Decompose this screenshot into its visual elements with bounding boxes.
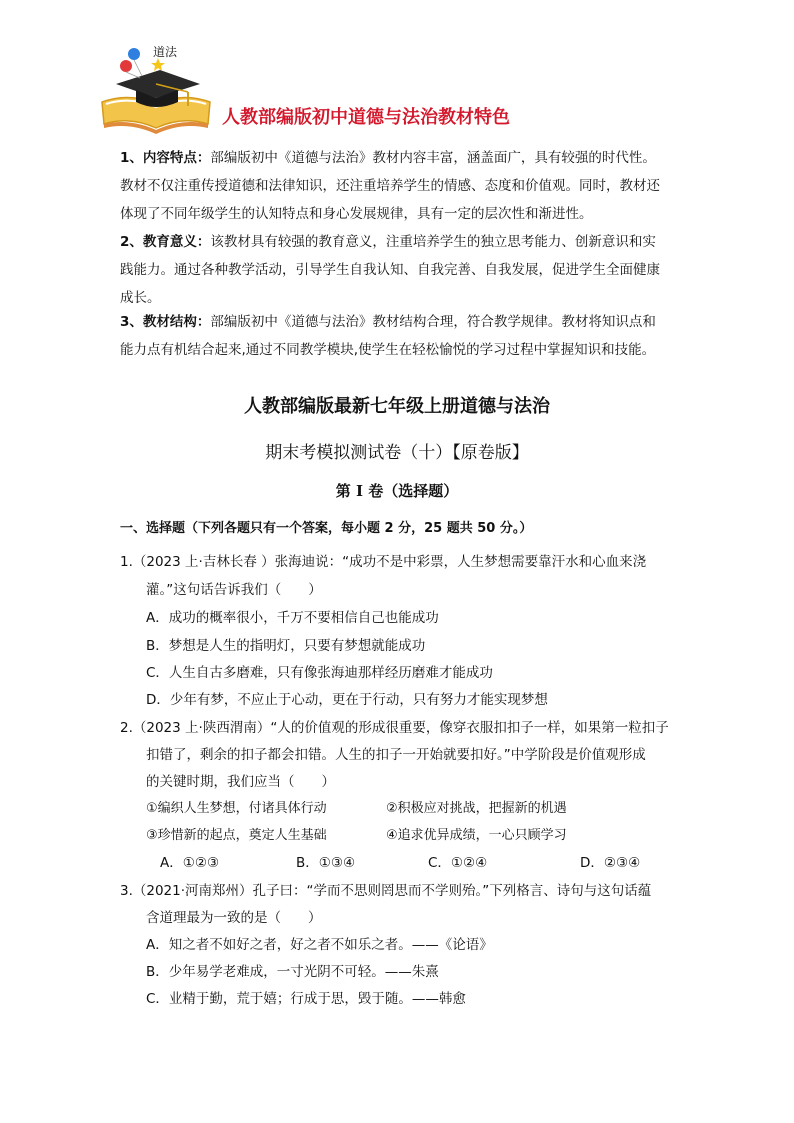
question-2-statement: ③珍惜新的起点，奠定人生基础 — [146, 828, 327, 843]
question-3-line: 含道理最为一致的是（ ） — [146, 910, 322, 926]
feature-text: 体现了不同年级学生的认知特点和身心发展规律，具有一定的层次性和渐进性。 — [120, 206, 593, 222]
feature-label: 2、教育意义： — [120, 234, 211, 250]
feature-text: 教材不仅注重传授道德和法律知识，还注重培养学生的情感、态度和价值观。同时，教材还 — [120, 178, 660, 194]
feature-education — [120, 228, 680, 312]
question-2-line: 的关键时期，我们应当（ ） — [146, 774, 335, 790]
feature-text: 成长。 — [120, 290, 161, 306]
question-2-statement: ④追求优异成绩，一心只顾学习 — [386, 828, 567, 843]
question-2-answer: A．①②③ — [160, 855, 220, 871]
main-title: 人教部编版最新七年级上册道德与法治 — [244, 396, 550, 417]
question-2-answer: D．②③④ — [580, 855, 641, 871]
feature-text: 能力点有机结合起来,通过不同教学模块,使学生在轻松愉悦的学习过程中掌握知识和技能。 — [120, 342, 656, 358]
question-3-option: A．知之者不如好之者，好之者不如乐之者。——《论语》 — [146, 937, 493, 953]
question-3-option: B．少年易学老难成，一寸光阴不可轻。——朱熹 — [146, 964, 439, 980]
question-3-option: C．业精于勤，荒于嬉；行成于思，毁于随。——韩愈 — [146, 991, 466, 1007]
feature-text: 部编版初中《道德与法治》教材结构合理，符合教学规律。教材将知识点和 — [210, 314, 656, 330]
question-2-statement: ②积极应对挑战，把握新的机遇 — [386, 801, 567, 816]
feature-content — [120, 144, 680, 228]
feature-structure — [120, 308, 680, 364]
part-title: 第 I 卷（选择题） — [335, 482, 459, 500]
question-1-line: 灌。”这句话告诉我们（ ） — [146, 582, 322, 598]
sub-title: 期末考模拟测试卷（十）【原卷版】 — [265, 443, 529, 463]
question-2-answer: C．①②④ — [428, 855, 488, 871]
question-1-option: C．人生自古多磨难，只有像张海迪那样经历磨难才能成功 — [146, 665, 493, 681]
question-2-answer: B．①③④ — [296, 855, 356, 871]
feature-label: 3、教材结构： — [120, 314, 211, 330]
feature-text: 部编版初中《道德与法治》教材内容丰富，涵盖面广，具有较强的时代性。 — [210, 150, 656, 166]
question-3-line: 3.（2021·河南郑州）孔子曰：“学而不思则罔思而不学则殆。”下列格言、诗句与这句话蕴 — [120, 883, 652, 899]
question-2-line: 2.（2023 上·陕西渭南）“人的价值观的形成很重要，像穿衣服扣扣子一样，如果第一粒扣子 — [120, 720, 669, 736]
section-heading: 一、选择题（下列各题只有一个答案，每小题 2 分，25 题共 50 分。） — [120, 521, 533, 536]
question-1-line: 1.（2023 上·吉林长春 ）张海迪说：“成功不是中彩票，人生梦想需要靠汗水和心血来浇 — [120, 554, 647, 570]
question-2-line: 扣错了，剩余的扣子都会扣错。人生的扣子一开始就要扣好。”中学阶段是价值观形成 — [146, 747, 646, 763]
logo-text: 道法 — [153, 45, 178, 59]
feature-label: 1、内容特点： — [120, 150, 211, 166]
question-1-option: B．梦想是人生的指明灯，只要有梦想就能成功 — [146, 638, 426, 654]
question-2-statement: ①编织人生梦想，付诸具体行动 — [146, 801, 327, 816]
header-title: 人教部编版初中道德与法治教材特色 — [222, 107, 510, 128]
feature-text: 该教材具有较强的教育意义，注重培养学生的独立思考能力、创新意识和实 — [210, 234, 656, 250]
feature-text: 践能力。通过各种教学活动，引导学生自我认知、自我完善、自我发展，促进学生全面健康 — [120, 262, 660, 278]
question-1-option: A．成功的概率很小，千万不要相信自己也能成功 — [146, 610, 439, 626]
question-1-option: D．少年有梦，不应止于心动，更在于行动，只有努力才能实现梦想 — [146, 692, 548, 708]
